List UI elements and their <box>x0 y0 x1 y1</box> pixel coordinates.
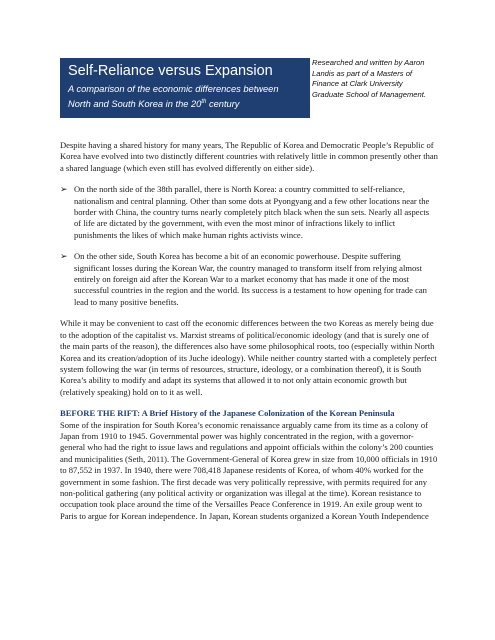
subtitle-end: century <box>206 99 240 110</box>
history-section <box>60 408 438 522</box>
title-banner <box>60 58 310 118</box>
subtitle-main: A comparison of the economic differences between North and South Korea in the 20 <box>68 84 279 110</box>
arrow-bullet-icon: ➢ <box>60 184 68 195</box>
bullet-south-korea <box>60 251 438 308</box>
ideology-paragraph: While it may be convenient to cast off the economic differences between the two Koreas as merely being due to the adoption of the capitalist vs. Marxist streams of political/economic ideology (and that is surely one of the main parts of the reason), the differences also have some philosophical roots, too (especially within North Korea and its creation/adoption of its Juche ideology). While neither country started with a completely perfect system following the war (in terms of resources, structure, ideology, or a combination thereof), it is South Korea’s ability to modify and adapt its systems that allowed it to not only attain economic growth but (relatively speaking) hold on to it as well. <box>60 318 437 397</box>
intro-paragraph: Despite having a shared history for many years, The Republic of Korea and Democratic People’s Republic of Korea have evolved into two distinctly different countries with relatively little in common presently other than a shared language (which even still has evolved differently on either side). <box>60 140 438 173</box>
arrow-bullet-icon: ➢ <box>60 251 68 262</box>
subtitle-superscript: th <box>201 99 207 105</box>
bullet-text: On the other side, South Korea has become a bit of an economic powerhouse. Despite suffering significant losses during the Korean War, the country managed to transform itself from relying almost entirely on foreign aid after the Korean War to a market economy that has made it one of the most successful countries in the region and the world. Its success is a testament to how opening for trade can lead to many positive benefits. <box>74 251 427 307</box>
author-credit: Researched and written by Aaron Landis as part of a Masters of Finance at Clark University Graduate School of Management. <box>312 58 426 99</box>
history-paragraph: Some of the inspiration for South Korea’s economic renaissance arguably came from its time as a colony of Japan from 1910 to 1945. Governmental power was highly concentrated in the region, with a governor-general who had the right to issue laws and regulations and appoint officials within the colony’s 200 counties and municipalities (Seth, 2011). The Government-General of Korea grew in size from 10,000 officials in 1910 to 87,552 in 1937. In 1940, there were 708,418 Japanese residents of Korea, of whom 40% worked for the government in some fashion. The first decade was very politically repressive, with permits required for any non-political gathering (any political activity or organization was illegal at the time). Korean resistance to occupation took place around the time of the Versailles Peace Conference in 1919. An exile group went to Paris to argue for Korean independence. In Japan, Korean students organized a Korean Youth Independence <box>60 419 438 521</box>
bullet-text: On the north side of the 38th parallel, there is North Korea: a country committed to self-reliance, nationalism and central planning. Other than some dots at Pyongyang and a few other locations near the border with China, the country turns nearly completely pitch black when the sun sets. Nearly all aspects of life are dictated by the government, with even the most minor of infractions likely to inflict punishments the likes of which make human rights activists wince. <box>74 184 430 240</box>
bullet-north-korea <box>60 184 438 241</box>
document-subtitle <box>68 83 302 111</box>
document-title: Self-Reliance versus Expansion <box>68 63 273 79</box>
document-body <box>60 140 438 522</box>
section-heading: BEFORE THE RIFT: A Brief History of the Japanese Colonization of the Korean Peninsula <box>60 408 395 419</box>
